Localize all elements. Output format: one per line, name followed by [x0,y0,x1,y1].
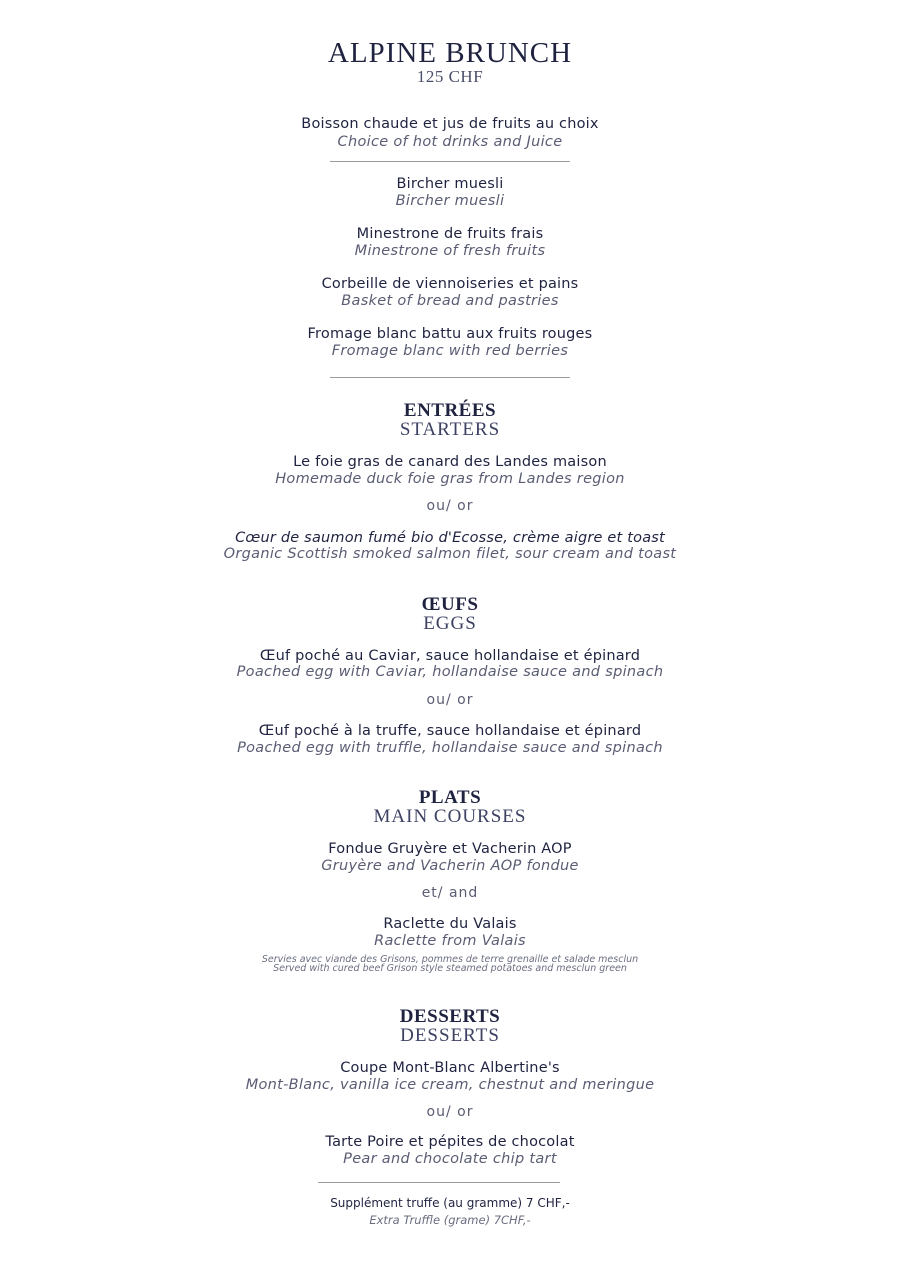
egg-item-fr: Œuf poché au Caviar, sauce hollandaise et épinard [259,648,641,664]
mains-note-fr: Servies avec viande des Grisons, pommes de terre grenaille et salade mesclun [261,954,639,965]
section-title-mains-en: MAIN COURSES [373,806,527,827]
section-title-starters-fr: ENTRÉES [403,400,497,421]
dessert-item-en: Mont-Blanc, vanilla ice cream, chestnut and meringue [245,1077,655,1093]
egg-item-fr: Œuf poché à la truffe, sauce hollandaise et épinard [258,723,642,739]
dessert-item-en: Pear and chocolate chip tart [343,1151,557,1167]
main-item-fr: Fondue Gruyère et Vacherin AOP [328,841,572,857]
eggs-separator: ou/ or [426,692,474,708]
divider-top [330,161,570,162]
mains-note-en: Served with cured beef Grison style steamed potatoes and mesclun green [273,963,627,974]
starter-item-fr: Cœur de saumon fumé bio d'Ecosse, crème aigre et toast [235,530,665,546]
divider-intro [330,377,570,378]
intro-item-en: Bircher muesli [395,193,505,209]
section-title-eggs-fr: ŒUFS [421,594,479,615]
dessert-item-fr: Coupe Mont-Blanc Albertine's [340,1060,560,1076]
desserts-separator: ou/ or [426,1104,474,1120]
section-title-starters-en: STARTERS [399,419,501,440]
supplement-fr: Supplément truffe (au gramme) 7 CHF,- [330,1196,570,1210]
starter-item-fr: Le foie gras de canard des Landes maison [293,454,607,470]
section-title-mains-fr: PLATS [418,787,482,808]
drinks-fr: Boisson chaude et jus de fruits au choix [301,116,599,132]
starters-separator: ou/ or [426,498,474,514]
egg-item-en: Poached egg with Caviar, hollandaise sauce and spinach [236,664,664,680]
drinks-en: Choice of hot drinks and Juice [337,134,563,150]
intro-item-fr: Fromage blanc battu aux fruits rouges [307,326,593,342]
intro-item-fr: Minestrone de fruits frais [356,226,544,242]
section-title-desserts-fr: DESSERTS [399,1006,501,1027]
intro-item-en: Basket of bread and pastries [341,293,559,309]
intro-item-fr: Bircher muesli [396,176,504,192]
menu-title: ALPINE BRUNCH [327,37,573,69]
divider-bottom [318,1182,560,1183]
intro-item-fr: Corbeille de viennoiseries et pains [321,276,579,292]
supplement-en: Extra Truffle (grame) 7CHF,- [369,1213,531,1227]
main-item-en: Gruyère and Vacherin AOP fondue [321,858,579,874]
main-item-en: Raclette from Valais [374,933,526,949]
intro-item-en: Minestrone of fresh fruits [354,243,546,259]
menu-price: 125 CHF [416,67,484,86]
main-item-fr: Raclette du Valais [383,916,517,932]
starter-item-en: Homemade duck foie gras from Landes region [275,471,625,487]
section-title-eggs-en: EGGS [423,613,477,634]
mains-separator: et/ and [421,885,479,901]
section-title-desserts-en: DESSERTS [400,1025,500,1046]
intro-item-en: Fromage blanc with red berries [331,343,569,359]
dessert-item-fr: Tarte Poire et pépites de chocolat [325,1134,575,1150]
starter-item-en: Organic Scottish smoked salmon filet, sour cream and toast [223,546,677,562]
egg-item-en: Poached egg with truffle, hollandaise sauce and spinach [237,740,663,756]
